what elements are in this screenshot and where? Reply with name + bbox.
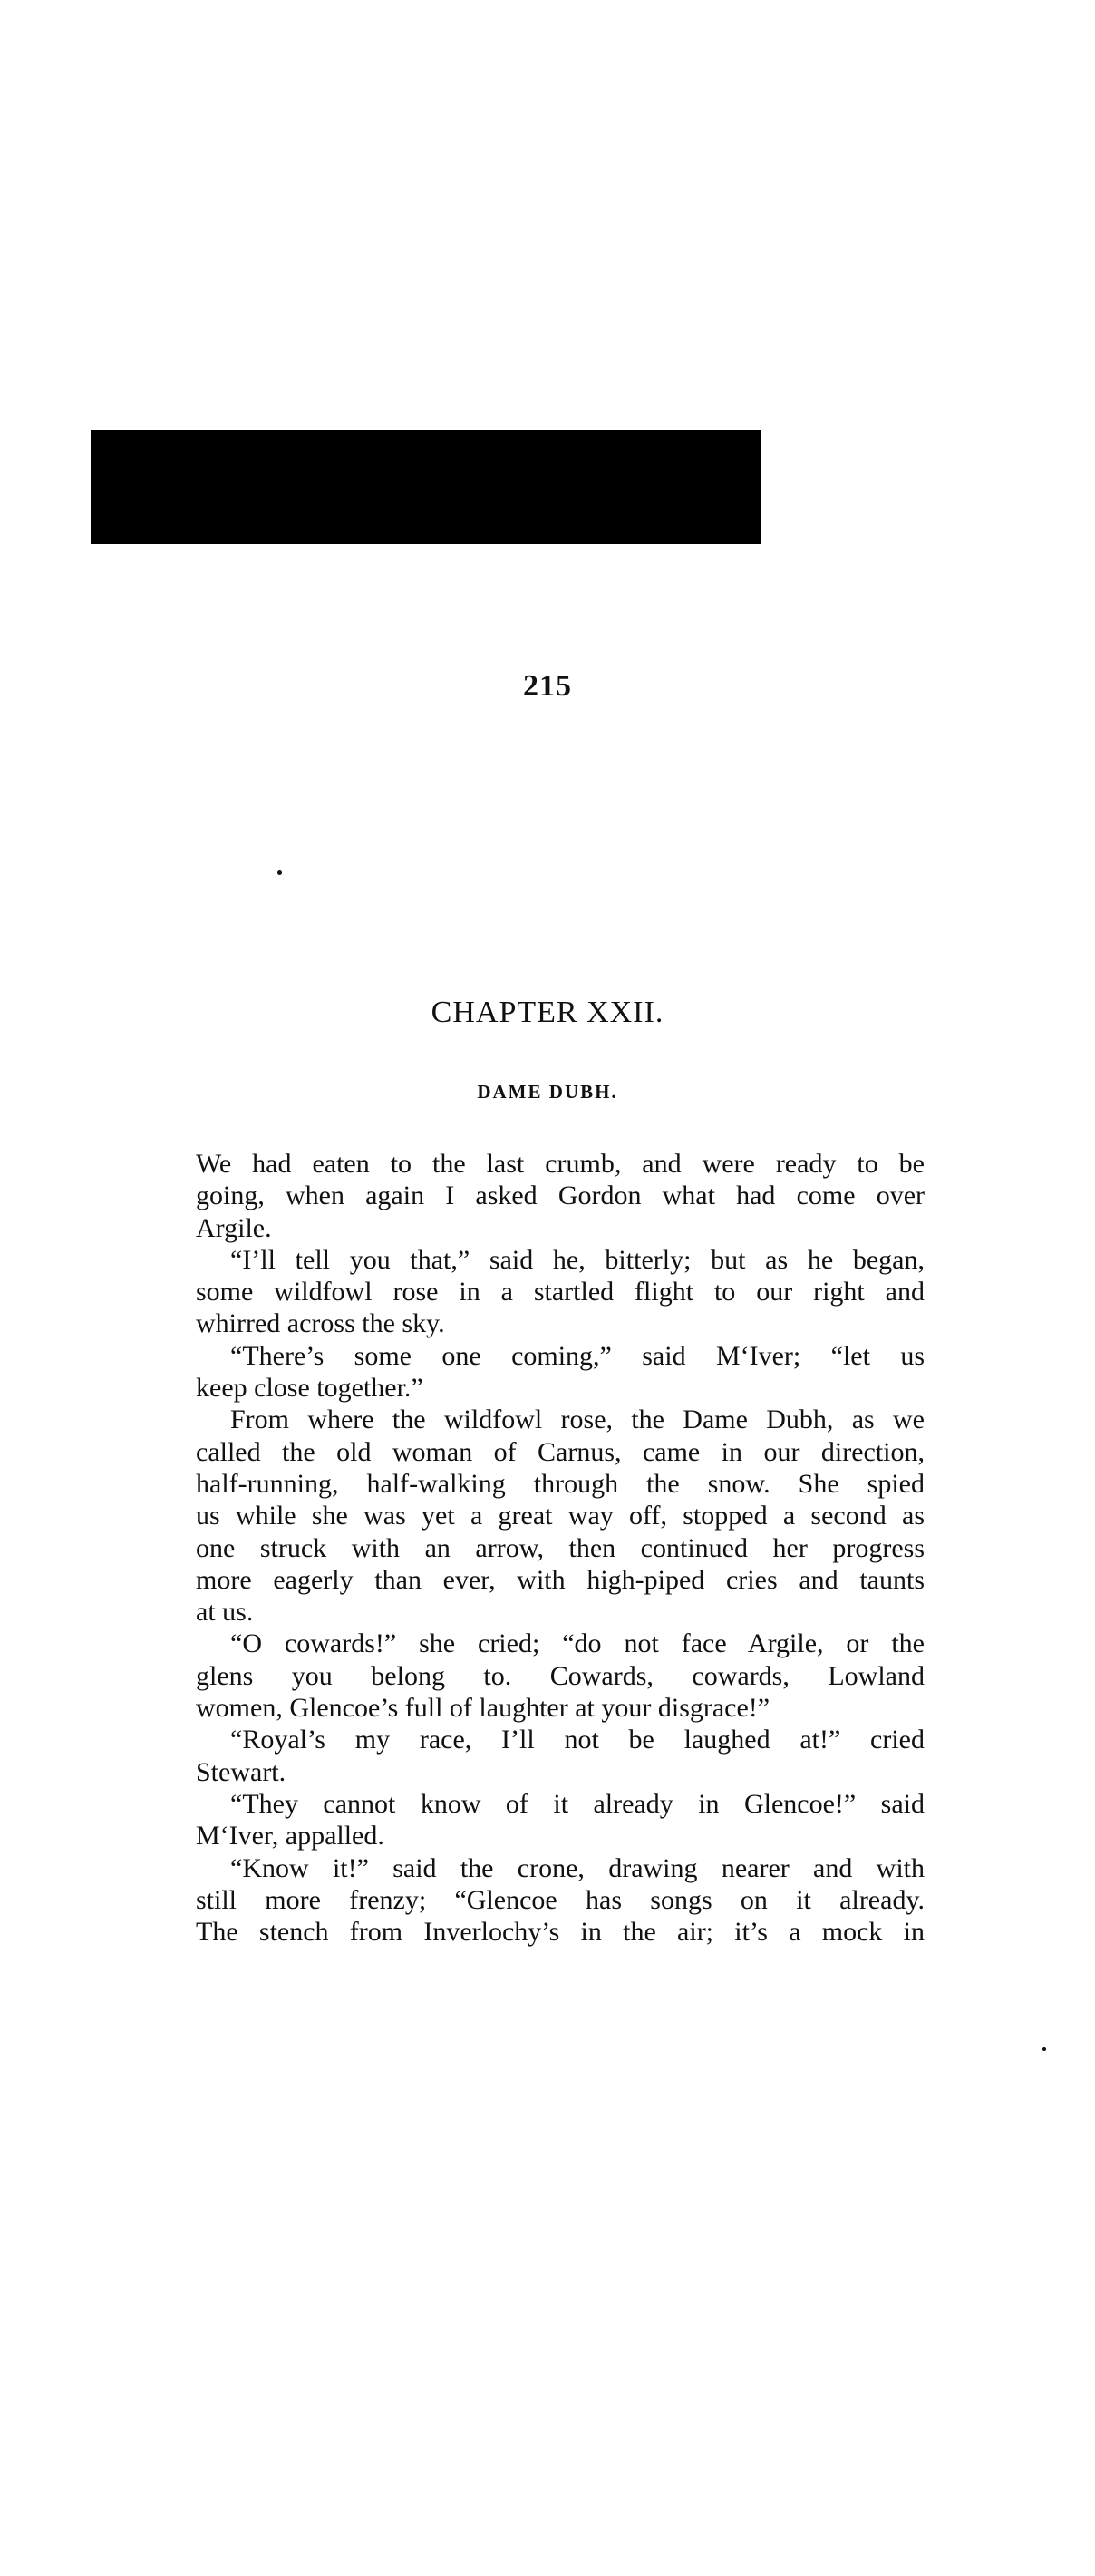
text-line: We had eaten to the last crumb, and were ready to be [196, 1149, 925, 1179]
text-line: From where the wildfowl rose, the Dame Dubh, as we [230, 1405, 925, 1435]
speck-mark [1042, 2047, 1046, 2051]
text-line: “Royal’s my race, I’ll not be laughed at!” cried [230, 1725, 925, 1755]
text-line: half-running, half-walking through the snow. She spied [196, 1468, 925, 1499]
text-line: women, Glencoe’s full of laughter at your disgrace!” [196, 1693, 770, 1724]
redaction-bar [91, 430, 761, 544]
text-line: Argile. [196, 1212, 272, 1243]
text-line: us while she was yet a great way off, stopped a second as [196, 1501, 925, 1531]
text-line: keep close together.” [196, 1373, 423, 1404]
text-line: more eagerly than ever, with high-piped cries and taunts [196, 1564, 925, 1595]
text-line: going, when again I asked Gordon what had come over [196, 1181, 925, 1211]
text-line: “There’s some one coming,” said M‘Iver; “let us [230, 1340, 925, 1371]
text-line: at us. [196, 1597, 254, 1628]
speck-mark [277, 870, 282, 875]
text-line: “Know it!” said the crone, drawing nearer and with [230, 1852, 925, 1883]
chapter-subtitle: DAME DUBH. [477, 1081, 618, 1103]
text-line: still more frenzy; “Glencoe has songs on it already. [196, 1884, 925, 1915]
text-line: M‘Iver, appalled. [196, 1821, 384, 1852]
text-line: called the old woman of Carnus, came in our direction, [196, 1436, 925, 1467]
text-line: whirred across the sky. [196, 1308, 445, 1339]
text-line: one struck with an arrow, then continued her progress [196, 1532, 925, 1563]
text-line: The stench from Inverlochy’s in the air; it’s a mock in [196, 1917, 925, 1948]
text-line: Stewart. [196, 1756, 286, 1787]
chapter-body [196, 1148, 925, 1948]
page-number: 215 [523, 669, 572, 703]
text-line: “I’ll tell you that,” said he, bitterly; but as he began, [230, 1244, 925, 1275]
chapter-title: CHAPTER XXII. [431, 996, 664, 1029]
text-line: “They cannot know of it already in Glencoe!” said [230, 1788, 925, 1819]
text-line: some wildfowl rose in a startled flight to our right and [196, 1277, 925, 1307]
text-line: glens you belong to. Cowards, cowards, Lowland [196, 1660, 925, 1691]
text-line: “O cowards!” she cried; “do not face Argile, or the [230, 1628, 925, 1659]
